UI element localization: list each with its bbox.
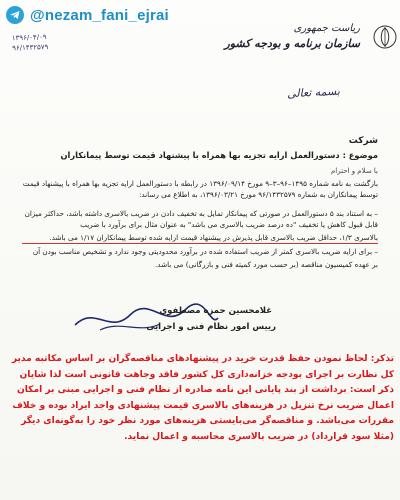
- letterhead-line-1: ریاست جمهوری: [293, 23, 360, 34]
- bullet-1-continued: بالاسری ۱/۳، حداقل ضریب بالاسری قابل پذیرش در پیشنهاد قیمت ارایه شده توسط پیمانکاران ۱/۱۷ می باشد.: [22, 232, 378, 244]
- handwritten-greeting: بسمه تعالی: [286, 84, 341, 101]
- state-emblem-icon: [370, 22, 400, 52]
- red-note: تذکر: لحاظ نمودن حفظ قدرت خرید در پیشنهادهای مناقصه‌گران بر اساس مکاتبه مدیر کل نظارت بر اجرای بودجه خزانه‌داری کل کشور فاقد وجاهت قانونی است لذا شایان ذکر است: برداشت از بند پایانی این نامه صادره از نظام فنی و اجرایی مبنی بر امکان اعمال ضریب نرخ تنزیل در هزینه‌های بالاسری قیمت پیشنهادی واجد ایراد بوده و خلاف مقررات می‌باشد. و مناقصه‌گر می‌بایستی هزینه‌های مورد نظر خود را به‌گونه‌ای دیگر (مثلا سود قرارداد) در ضریب بالاسری محاسبه و اعمال نماید.: [11, 354, 394, 442]
- signatory-title: رییس امور نظام فنی و اجرایی: [146, 322, 276, 332]
- letterhead: [170, 22, 360, 52]
- letter-number: ۹۶/۱۴۳۲۵۷۹: [12, 42, 49, 53]
- bullet-1: – به استناد بند ۵ دستورالعمل در صورتی که پیمانکار تمایل به تخفیف دادن در ضریب بالاسری داشته باشد، حداکثر میزان قابل قبول کاهش یا تخفیف "ده درصد ضریب بالاسری می باشد" به عنوان مثال برای برآورد با ضریب: [24, 209, 378, 229]
- letter-date: ۱۳۹۶/۰۴/۰۹: [11, 33, 47, 43]
- letter-subject: موضوع : دستورالعمل ارایه تجزیه بها همراه با پیشنهاد قیمت توسط پیمانکاران: [60, 150, 378, 160]
- telegram-handle[interactable]: @nezam_fani_ejrai: [30, 6, 169, 24]
- telegram-watermark[interactable]: [6, 4, 169, 26]
- letterhead-line-2: سازمان برنامه و بودجه کشور: [224, 37, 360, 50]
- bullet-2: – برای ارایه ضریب بالاسری کمتر از ضریب استفاده شده در برآورد محدودیتی وجود ندارد و تشخیص مناسب بودن آن: [32, 247, 378, 256]
- bullet-2-continued: بر عهده کمیسیون مناقصه (بر حسب مورد کمیته فنی و بازرگانی) می باشد.: [155, 260, 378, 269]
- body-bullets: [22, 208, 378, 272]
- salutation: با سلام و احترام: [330, 167, 378, 175]
- letter-meta: [12, 31, 83, 53]
- signatory-name: غلامحسین حمزه مصطفوی: [159, 306, 272, 316]
- recipient-company: شرکت: [348, 136, 378, 146]
- body-paragraph-1: بازگشت به نامه شماره ۱۴۹۵–۹۶–۳–۹ مورخ ۱۳۹۶/۰۹/۱۴ در رابطه با دستورالعمل ارایه تجزیه بها همراه با پیشنهاد قیمت توسط پیمانکاران به شماره ۹۶/۱۴۳۲۵۷۹ مورخ ۱۳۹۶/۰۳/۲۱، به اطلاع می رساند:: [22, 179, 378, 199]
- telegram-icon: [6, 6, 24, 24]
